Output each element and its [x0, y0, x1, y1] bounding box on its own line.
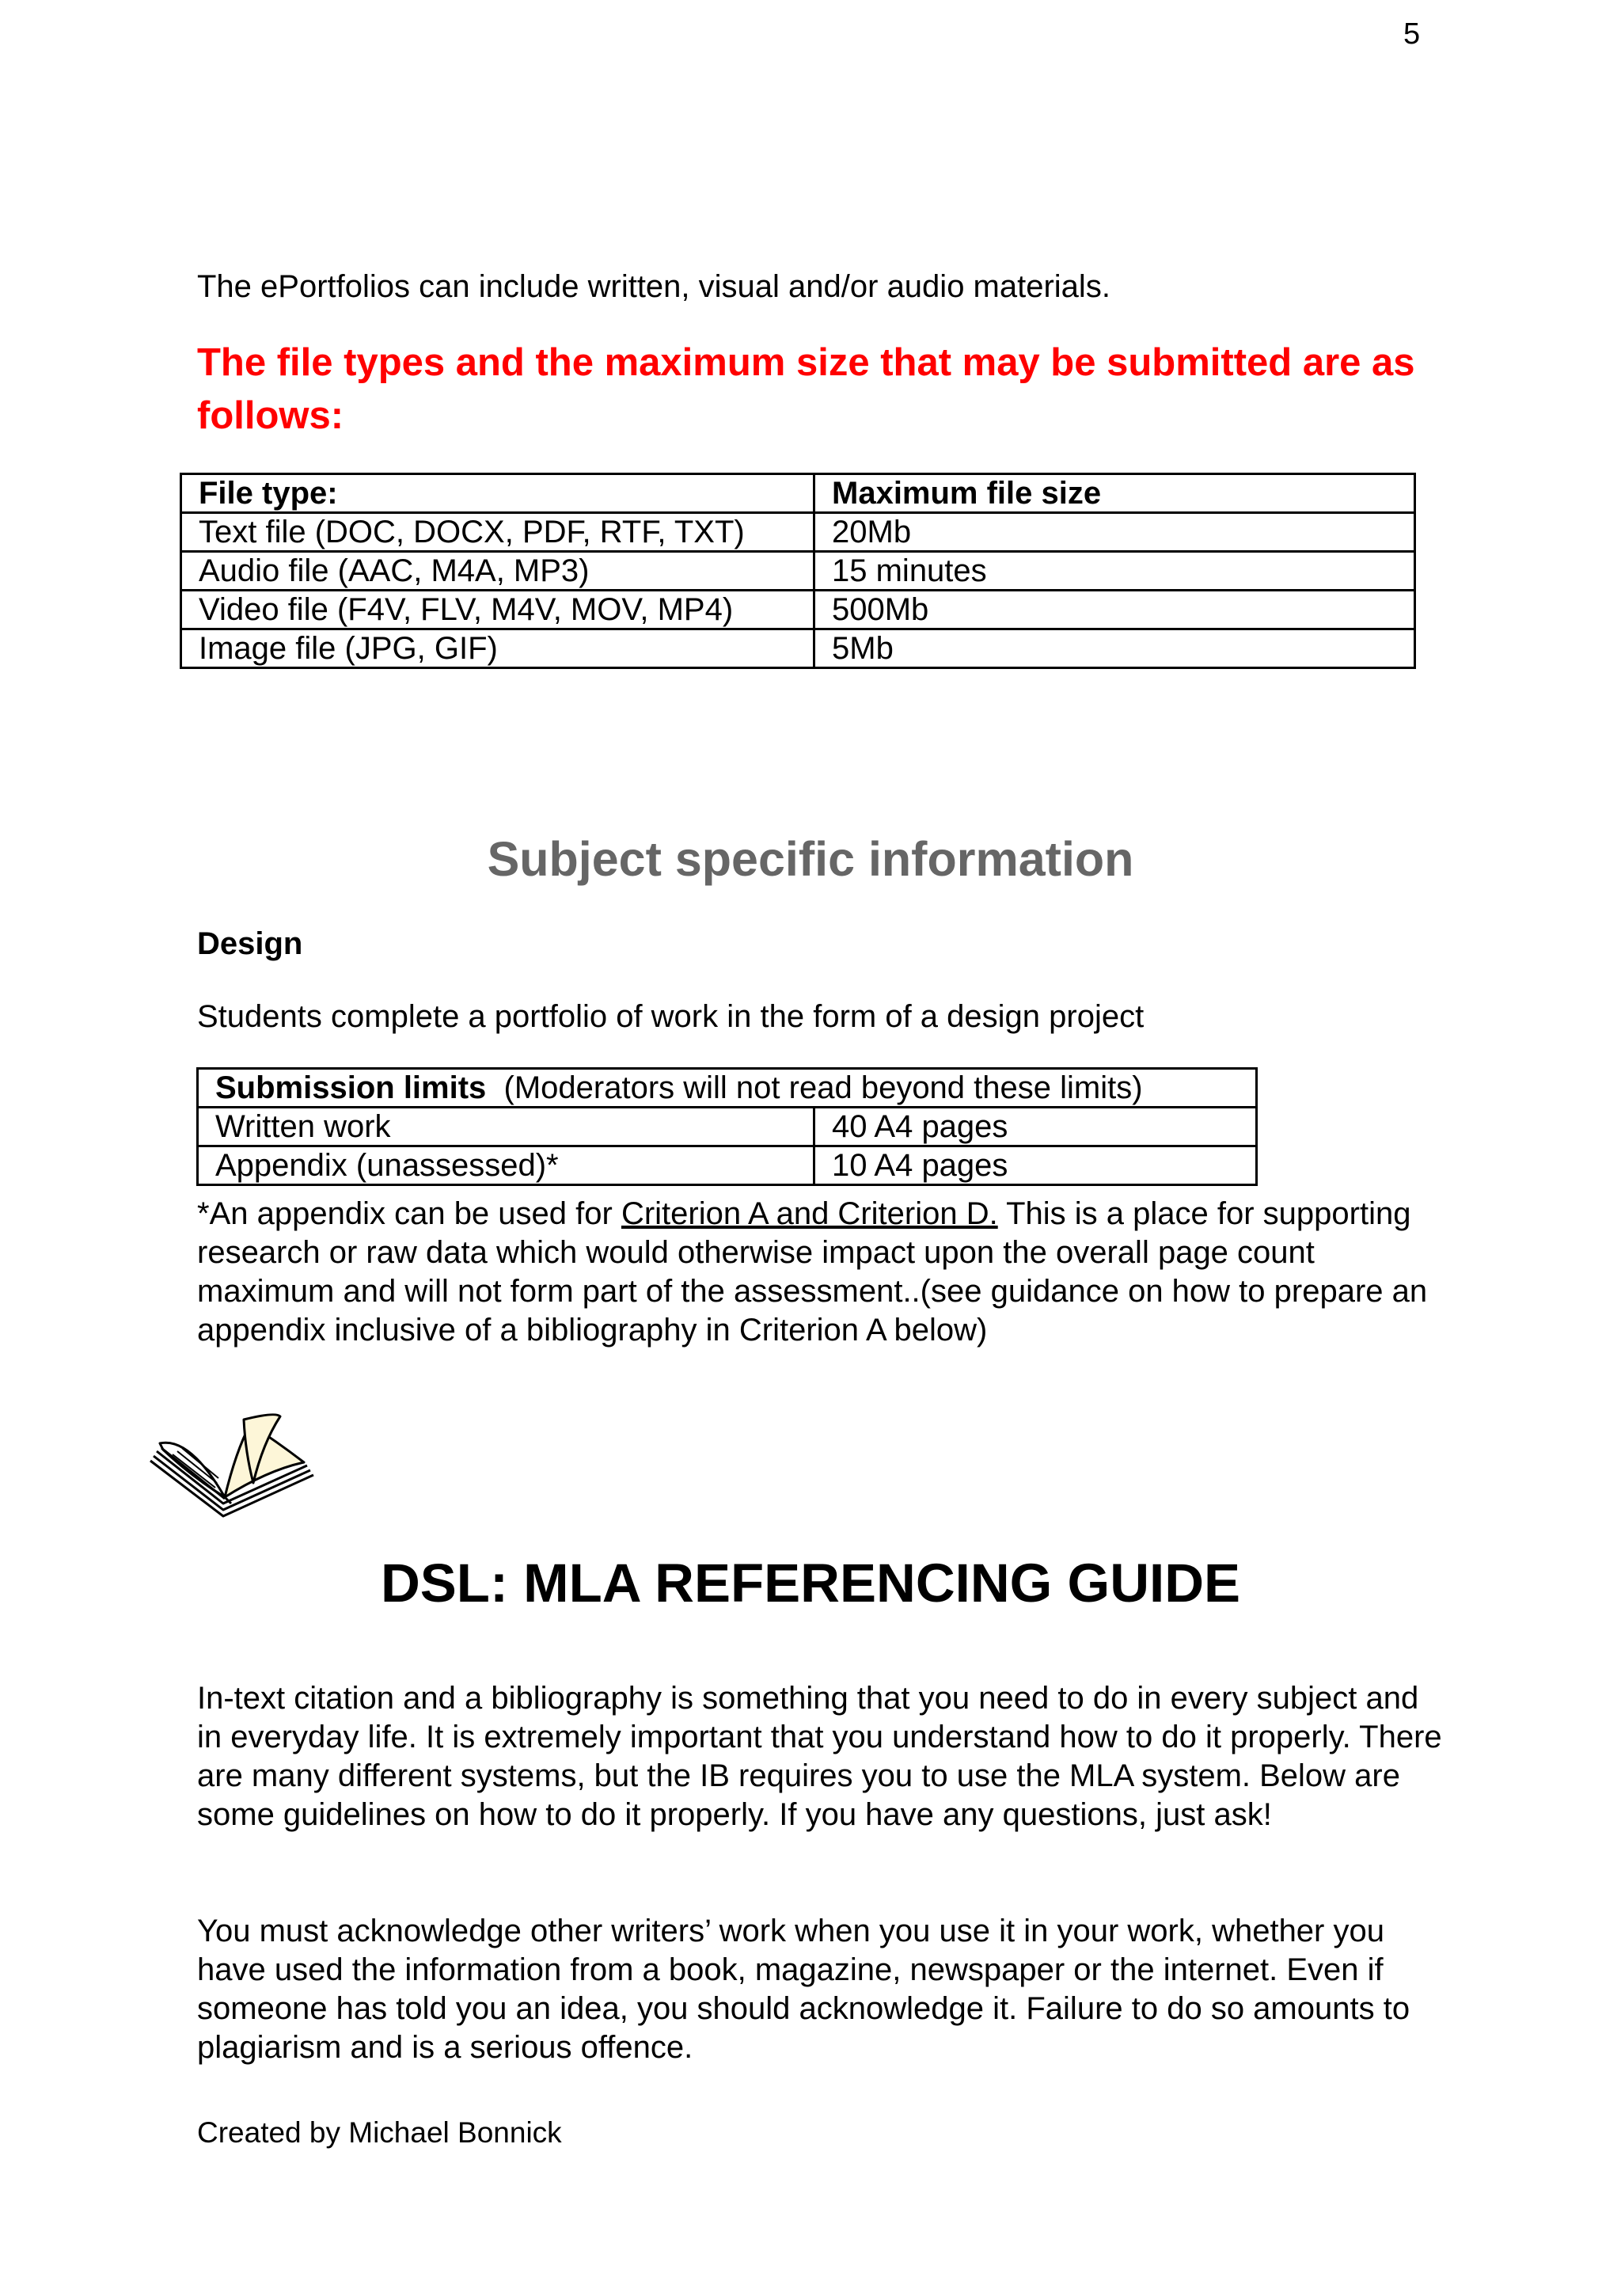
- limits-header-cell: [198, 1069, 1257, 1108]
- limit-value-cell: 10 A4 pages: [814, 1146, 1257, 1185]
- design-intro: Students complete a portfolio of work in the form of a design project: [197, 999, 1145, 1034]
- max-size-cell: 5Mb: [814, 629, 1415, 668]
- section-heading: Subject specific information: [487, 832, 1134, 886]
- open-book-icon: [149, 1412, 317, 1530]
- file-type-cell: Video file (F4V, FLV, M4V, MOV, MP4): [181, 591, 814, 629]
- file-types-heading: The file types and the maximum size that may be submitted are as follows:: [197, 341, 1415, 437]
- table-row: [181, 629, 1415, 668]
- file-types-table: [180, 473, 1416, 669]
- max-size-cell: 15 minutes: [814, 552, 1415, 591]
- limits-header-label: Submission limits: [215, 1070, 487, 1105]
- limit-item-cell: Written work: [198, 1108, 814, 1146]
- limit-item-cell: Appendix (unassessed)*: [198, 1146, 814, 1185]
- limits-header-row: [198, 1069, 1257, 1108]
- table-row: [181, 591, 1415, 629]
- header-file-type: File type:: [181, 474, 814, 513]
- header-max-size: Maximum file size: [814, 474, 1415, 513]
- table-row: [181, 513, 1415, 552]
- submission-limits-table: [196, 1067, 1258, 1186]
- intro-text: The ePortfolios can include written, visual and/or audio materials.: [197, 269, 1110, 304]
- criterion-link[interactable]: Criterion A and Criterion D.: [621, 1196, 998, 1231]
- table-row: [198, 1146, 1257, 1185]
- appendix-note: [197, 1195, 1448, 1350]
- limits-header-note: (Moderators will not read beyond these limits): [503, 1070, 1143, 1105]
- limit-value-cell: 40 A4 pages: [814, 1108, 1257, 1146]
- table-row: [181, 552, 1415, 591]
- mla-paragraph-1: In-text citation and a bibliography is something that you need to do in every subject and in everyday life. It is extremely important that you understand how to do it properly. There are many different systems, but the IB requires you to use the MLA system. Below are some guidelines on how to do it properly. If you have any questions, just ask!: [197, 1681, 1442, 1832]
- mla-paragraph-2: You must acknowledge other writers’ work when you use it in your work, whether you have used the information from a book, magazine, newspaper or the internet. Even if someone has told you an idea, you should acknowledge it. Failure to do so amounts to plagiarism and is a serious offence.: [197, 1914, 1410, 2065]
- table-header-row: [181, 474, 1415, 513]
- max-size-cell: 500Mb: [814, 591, 1415, 629]
- footer-credit: Created by Michael Bonnick: [197, 2116, 562, 2149]
- design-heading: Design: [197, 926, 303, 961]
- max-size-cell: 20Mb: [814, 513, 1415, 552]
- file-type-cell: Image file (JPG, GIF): [181, 629, 814, 668]
- mla-guide-title: DSL: MLA REFERENCING GUIDE: [380, 1553, 1241, 1614]
- table-row: [198, 1108, 1257, 1146]
- note-text-end: This is a place for supporting research or raw data which would otherwise impact upon the overall page count maximum and will not form part of the assessment..(see guidance on how to prepare an appendix inclusive of a bibliography in Criterion A below): [197, 1196, 1428, 1348]
- page-number: 5: [1403, 17, 1421, 51]
- file-type-cell: Audio file (AAC, M4A, MP3): [181, 552, 814, 591]
- file-type-cell: Text file (DOC, DOCX, PDF, RTF, TXT): [181, 513, 814, 552]
- note-text-start: *An appendix can be used for: [197, 1196, 621, 1231]
